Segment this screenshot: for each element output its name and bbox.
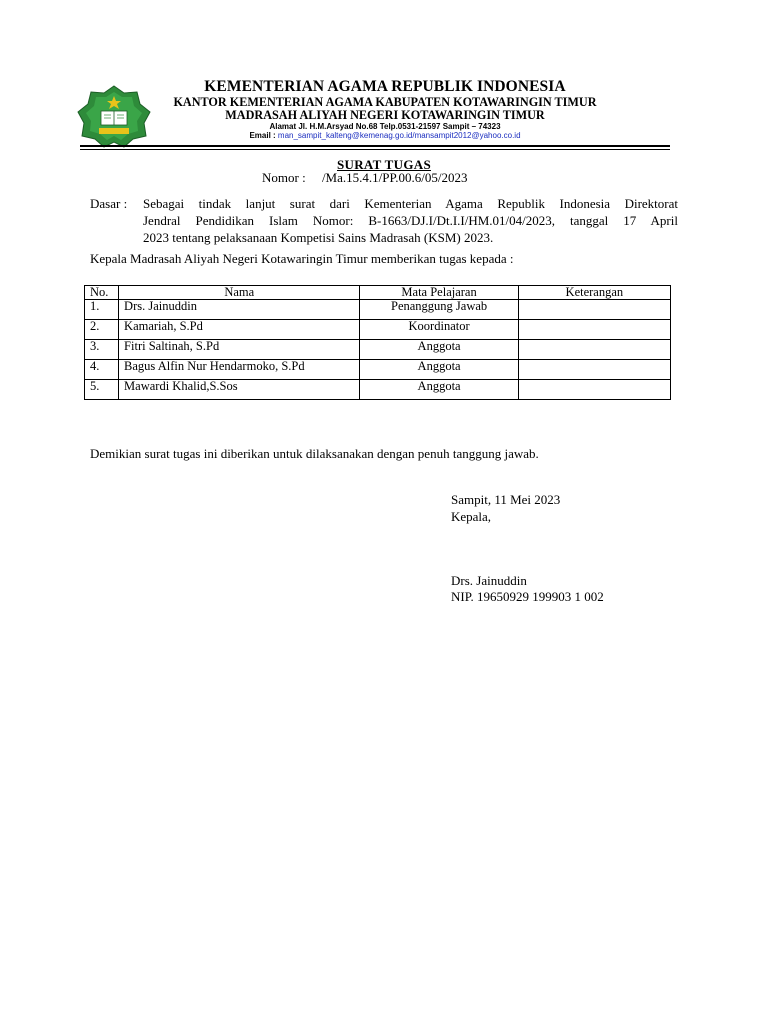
signature-nip: NIP. 19650929 199903 1 002 bbox=[451, 589, 604, 604]
cell-mata-pelajaran: Koordinator bbox=[360, 320, 518, 340]
signature-place-date: Sampit, 11 Mei 2023 bbox=[451, 492, 561, 507]
cell-keterangan bbox=[518, 360, 670, 380]
table-row bbox=[85, 380, 671, 400]
header-mata-pelajaran: Mata Pelajaran bbox=[360, 286, 518, 300]
cell-no: 5. bbox=[85, 380, 119, 400]
cell-mata-pelajaran: Anggota bbox=[360, 360, 518, 380]
cell-mata-pelajaran: Penanggung Jawab bbox=[360, 300, 518, 320]
cell-nama: Drs. Jainuddin bbox=[119, 300, 360, 320]
document-title: SURAT TUGAS bbox=[337, 157, 431, 172]
dasar-line-2: Jendral Pendidikan Islam Nomor: B-1663/DJ.I/Dt.I.I/HM.01/04/2023, tanggal 17 April bbox=[143, 213, 678, 228]
cell-no: 4. bbox=[85, 360, 119, 380]
cell-no: 1. bbox=[85, 300, 119, 320]
letterhead-email bbox=[150, 131, 620, 140]
document-number: Nomor : /Ma.15.4.1/PP.00.6/05/2023 bbox=[262, 170, 468, 185]
header-keterangan: Keterangan bbox=[518, 286, 670, 300]
closing-text: Demikian surat tugas ini diberikan untuk dilaksanakan dengan penuh tanggung jawab. bbox=[90, 446, 539, 461]
email-link[interactable]: man_sampit_kalteng@kemenag.go.id/mansampit2012@yahoo.co.id bbox=[277, 131, 521, 140]
table-row bbox=[85, 300, 671, 320]
kemenag-logo-icon bbox=[76, 84, 152, 148]
header-nama: Nama bbox=[119, 286, 360, 300]
table-header-row bbox=[85, 286, 671, 300]
table-row bbox=[85, 360, 671, 380]
cell-mata-pelajaran: Anggota bbox=[360, 380, 518, 400]
dasar-line-1: Sebagai tindak lanjut surat dari Kementerian Agama Republik Indonesia Direktorat bbox=[143, 196, 678, 211]
table-row bbox=[85, 340, 671, 360]
assignment-table bbox=[84, 285, 671, 400]
cell-nama: Mawardi Khalid,S.Sos bbox=[119, 380, 360, 400]
cell-nama: Bagus Alfin Nur Hendarmoko, S.Pd bbox=[119, 360, 360, 380]
letterhead-line-1: KEMENTERIAN AGAMA REPUBLIK INDONESIA bbox=[204, 78, 566, 95]
letterhead-address: Alamat Jl. H.M.Arsyad No.68 Telp.0531-21597 Sampit – 74323 bbox=[269, 122, 501, 131]
letterhead-rule-thin bbox=[80, 149, 670, 150]
email-label: Email : bbox=[249, 131, 278, 140]
letterhead-line-2: KANTOR KEMENTERIAN AGAMA KABUPATEN KOTAWARINGIN TIMUR bbox=[173, 95, 597, 109]
dasar-label: Dasar : bbox=[90, 196, 128, 211]
dasar-line-3: 2023 tentang pelaksanaan Kompetisi Sains Madrasah (KSM) 2023. bbox=[143, 230, 494, 245]
header-no: No. bbox=[85, 286, 119, 300]
signature-name: Drs. Jainuddin bbox=[451, 573, 527, 588]
cell-nama: Kamariah, S.Pd bbox=[119, 320, 360, 340]
letterhead-rule-thick bbox=[80, 145, 670, 147]
cell-no: 3. bbox=[85, 340, 119, 360]
cell-keterangan bbox=[518, 300, 670, 320]
cell-keterangan bbox=[518, 380, 670, 400]
letterhead-line-3: MADRASAH ALIYAH NEGERI KOTAWARINGIN TIMUR bbox=[225, 108, 545, 122]
signature-position: Kepala, bbox=[451, 509, 492, 524]
cell-keterangan bbox=[518, 320, 670, 340]
table-row bbox=[85, 320, 671, 340]
cell-no: 2. bbox=[85, 320, 119, 340]
cell-mata-pelajaran: Anggota bbox=[360, 340, 518, 360]
cell-nama: Fitri Saltinah, S.Pd bbox=[119, 340, 360, 360]
cell-keterangan bbox=[518, 340, 670, 360]
intro-text: Kepala Madrasah Aliyah Negeri Kotawaringin Timur memberikan tugas kepada : bbox=[90, 251, 514, 266]
